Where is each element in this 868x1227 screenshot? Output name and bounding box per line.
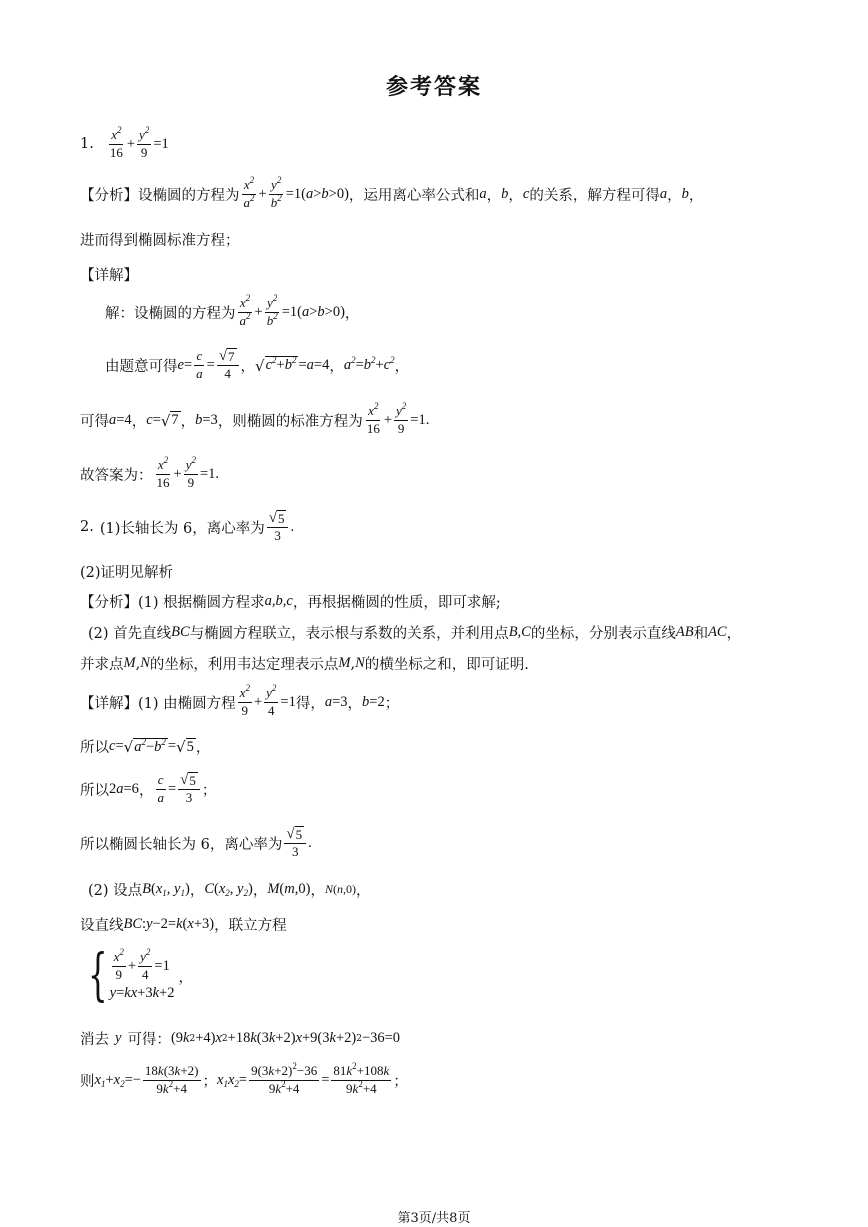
analysis-line: 【分析】 设椭圆的方程为 $\frac{x^2}{a^2}$ + $\frac{y^2}{b^2}$ =1( a > b >0) ，运用离心率公式和 a ， b ， c 的关系，解方程可得 a ， b ，	[80, 175, 704, 210]
analysis-line-2: (2) 首先直线 BC 与椭圆方程联立，表示根与系数的关系，并利用点 B,C 的坐标，分别表示直线 AB 和 AC ，	[88, 624, 742, 642]
detail-text: 由题意可得	[105, 358, 178, 375]
formula: $\frac{x^2}{a^2}$	[243, 175, 255, 210]
analysis-line: 【分析】 (1) 根据椭圆方程求 a,b,c ，再根据椭圆的性质，即可求解;	[80, 593, 501, 611]
page-title: 参考答案	[385, 75, 482, 100]
detail-text: 设直线	[80, 918, 124, 934]
analysis-text: (2) 首先直线	[88, 626, 172, 642]
analysis-text: 设椭圆的方程为	[138, 187, 240, 204]
analysis-text: (1) 根据椭圆方程求	[138, 595, 265, 611]
detail-line: 【详解】 (1) 由椭圆方程 $\frac{x^2}{9}$ + $\frac{y^2}{4}$ =1 得， a =3 ， b =2 ；	[80, 683, 400, 718]
analysis-continued: 进而得到椭圆标准方程；	[80, 233, 240, 249]
question-number: 1.	[80, 136, 94, 153]
detail-text: 可得	[80, 413, 109, 430]
detail-line-1: 解：设椭圆的方程为 $\frac{x^2}{a^2}$ + $\frac{y^2}{b^2}$ =1( a > b >0) ，	[105, 293, 360, 328]
analysis-text: 的关系，解方程可得	[529, 187, 660, 204]
detail-text: 得，	[295, 695, 325, 712]
analysis-text: 和	[693, 626, 709, 642]
page-footer: 第3页/共8页	[397, 1211, 471, 1226]
answer-1-line: 1. $\frac{x^2}{16}$ + $\frac{y^2}{9}$ =1	[80, 125, 169, 160]
detail-text: 所以	[80, 782, 109, 799]
answer-line: 故答案为： $\frac{x^2}{16}$ + $\frac{y^2}{9}$ =1.	[80, 455, 220, 490]
points-line: (2) 设点 B ( $x_1$, $y_1$ ) ， C ( $x_2$, $y_2$ ) ， M ( m ,0) ， N ( n ,0) ，	[88, 881, 371, 899]
analysis-text: 的坐标，利用韦达定理表示点	[149, 657, 339, 673]
detail-text: (2) 设点	[88, 883, 143, 899]
analysis-line-3: 并求点 M , N 的坐标，利用韦达定理表示点 M , N 的横坐标之和，即可证明.	[80, 655, 529, 673]
answer-text: (1)长轴长为 6，离心率为	[99, 520, 265, 537]
detail-2a-line: 所以 2 a =6 ， $\frac{c}{a}$ = √ 5 3 ；	[80, 771, 217, 806]
analysis-text: 与椭圆方程联立，表示根与系数的关系，并利用点	[189, 626, 509, 642]
analysis-text: ，运用离心率公式和	[348, 187, 480, 204]
detail-line-3: 可得 a =4 ， c = √ 7 ， b =3 ，则椭圆的标准方程为 $\frac{x^2}{16}$ + $\frac{y^2}{9}$ =1.	[80, 401, 430, 436]
vieta-line: 则 $x_1$ + $x_2$ =− $\frac{18k(3k+2)}{9k^2+4}$ ； $x_1x_2$ = $\frac{9(3k+2)^2-36}{9k^2+4}$ = $\frac{81k^2+108k}{9k^2+4}$ ；	[80, 1061, 408, 1096]
answer-2-line: 2. (1)长轴长为 6，离心率为 √ 5 3 .	[80, 510, 295, 544]
question-number: 2.	[80, 519, 94, 536]
detail-text: 则	[80, 1073, 95, 1090]
detail-text: 所以椭圆长轴长为 6，离心率为	[80, 836, 283, 853]
answer-2-part2: (2)证明见解析	[80, 565, 174, 581]
analysis-tag: 【分析】	[80, 187, 138, 204]
analysis-text: 的坐标，分别表示直线	[530, 626, 676, 642]
detail-text: 所以	[80, 740, 109, 756]
detail-text: ，联立方程	[214, 918, 287, 934]
detail-text: ，则椭圆的标准方程为	[217, 413, 363, 430]
analysis-tag: 【分析】	[80, 595, 138, 611]
analysis-text: 的横坐标之和，即可证明.	[364, 657, 529, 673]
answer-text: 故答案为：	[80, 467, 153, 484]
detail-text: 解：设椭圆的方程为	[105, 305, 236, 322]
analysis-text: 并求点	[80, 657, 124, 673]
eliminate-line: 消去 y 可得： (9 k 2 +4) x 2 +18 k (3 k +2) x +9(3 k +2) 2 −36=0	[80, 1030, 401, 1048]
formula: $\frac{x^2}{16}$	[109, 125, 123, 160]
detail-text: 可得：	[127, 1032, 171, 1048]
analysis-text: ，再根据椭圆的性质，即可求解;	[292, 595, 501, 611]
detail-tag: 【详解】	[80, 695, 138, 712]
detail-tag: 【详解】	[80, 268, 138, 284]
detail-text: 消去	[80, 1032, 109, 1048]
system-of-equations: { $\frac{x^2}{9}$ + $\frac{y^2}{4}$ =1 y=kx+3k+2 ，	[88, 943, 193, 1008]
detail-long-axis-line: 所以椭圆长轴长为 6，离心率为 √ 5 3 .	[80, 826, 312, 860]
detail-line-2: 由题意可得 e = $\frac{c}{a}$ = √ 7 4 ， √ $c^2+b^2$ = a =4 ， $a^2$ = $b^2$ + $c^2$ ，	[105, 347, 410, 382]
detail-c-line: 所以 c = √ $a^2-b^2$ = √ 5 ，	[80, 736, 211, 757]
line-bc: 设直线 BC : y −2= k ( x +3) ，联立方程	[80, 916, 287, 934]
detail-text: (1) 由椭圆方程	[138, 695, 236, 712]
